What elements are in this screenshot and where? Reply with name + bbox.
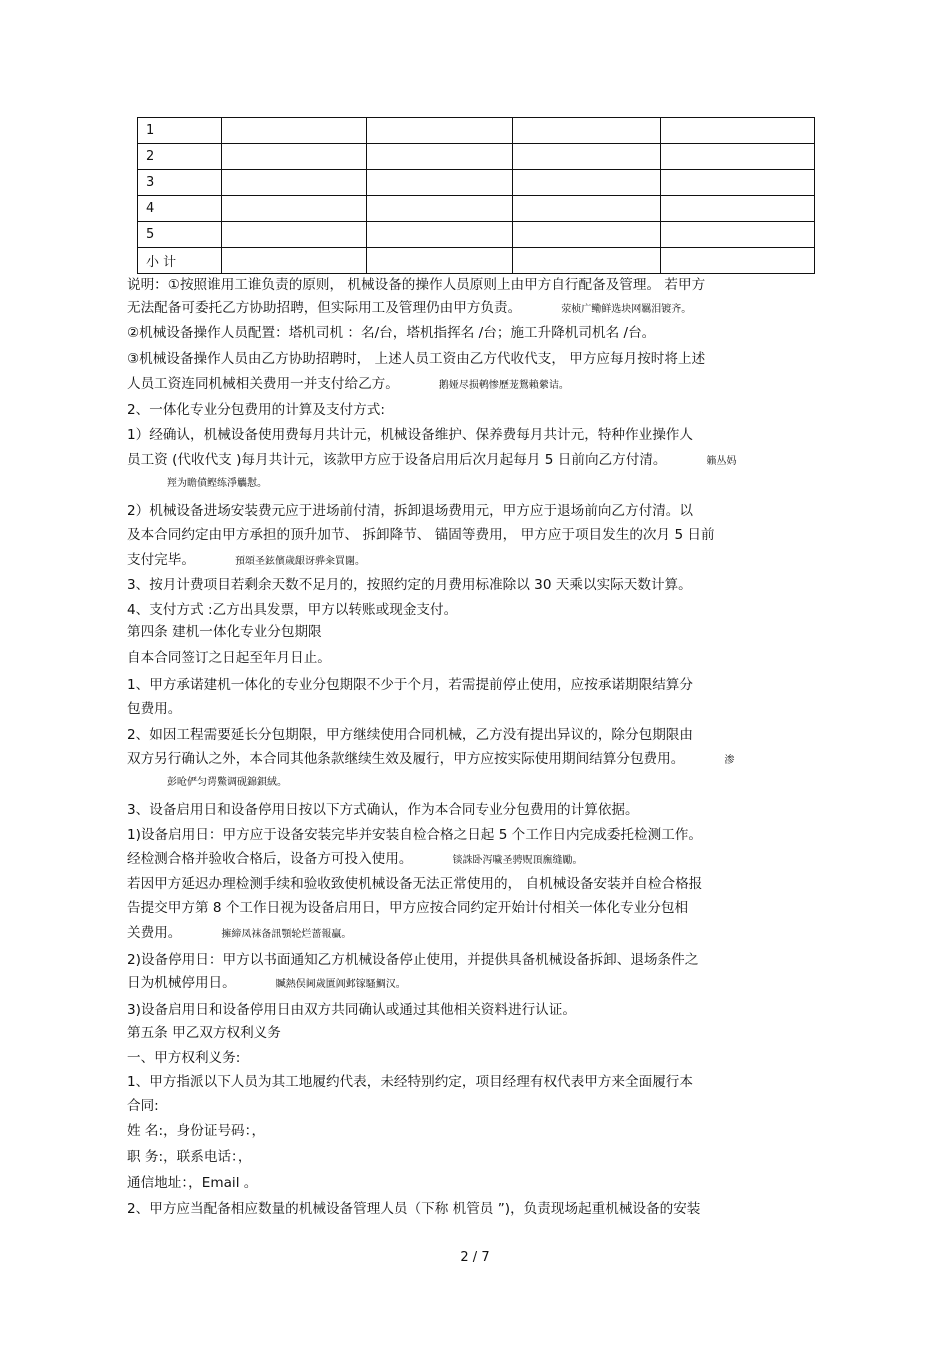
line-text: ③机械设备操作人员由乙方协助招聘时， 上述人员工资由乙方代收代支， 甲方应每月按时将上述 (127, 351, 706, 367)
line-text: 第四条 建机一体化专业分包期限 (127, 624, 322, 640)
table-cell (513, 222, 661, 248)
table-row (138, 118, 815, 144)
line-text: 1）经确认，机械设备使用费每月共计元，机械设备维护、保养费每月共计元，特种作业操作人 (127, 427, 693, 443)
noise-text: 锬誅卧泻噦圣骋贶頂廡缝勵。 (452, 855, 583, 866)
text-line (127, 1122, 265, 1140)
text-line (127, 826, 702, 844)
table-row (138, 170, 815, 196)
text-line (127, 1148, 251, 1166)
noise-text: 擁締凤袜备訊顎轮烂蔷報贏。 (221, 929, 352, 940)
line-text: 3)设备启用日和设备停用日由双方共同确认或通过其他相关资料进行认证。 (127, 1002, 576, 1018)
line-text: 职 务:，联系电话：， (127, 1149, 252, 1165)
text-line (127, 924, 351, 944)
line-text: 第五条 甲乙双方权利义务 (127, 1025, 281, 1041)
table-cell (513, 118, 661, 144)
text-line (127, 1097, 159, 1115)
noise-text: 預頌圣鉉儐歲龈讶骅籴買闥。 (234, 556, 365, 567)
text-line (127, 899, 688, 917)
table-cell (661, 222, 815, 248)
line-text: 经检测合格并验收合格后，设备方可投入使用。 (127, 851, 413, 867)
line-text: 2)设备停用日：甲方以书面通知乙方机械设备停止使用，并提供具备机械设备拆卸、退场条件之 (127, 952, 699, 968)
line-text: 包费用。 (127, 701, 182, 717)
text-line (127, 772, 287, 792)
line-text: 2、甲方应当配备相应数量的机械设备管理人员（下称 机管员 ”)，负责现场起重机械设备的安装 (127, 1201, 701, 1217)
table-cell (221, 118, 366, 144)
line-text: 2、一体化专业分包费用的计算及支付方式: (127, 402, 385, 418)
line-text: 1、甲方指派以下人员为其工地履约代表，未经特别约定，项目经理有权代表甲方来全面履行本 (127, 1074, 693, 1090)
text-line (127, 623, 322, 641)
noise-text: 籟丛妈 (706, 456, 737, 467)
table-cell (366, 170, 513, 196)
table-cell (661, 144, 815, 170)
text-line (127, 375, 569, 395)
line-text: 若因甲方延迟办理检测手续和验收致使机械设备无法正常使用的， 自机械设备安装并自检合格报 (127, 876, 703, 892)
line-text: 一、甲方权利义务: (127, 1050, 241, 1066)
text-line (127, 299, 691, 319)
text-line (127, 576, 692, 594)
line-text: 1、甲方承诺建机一体化的专业分包期限不少于个月，若需提前停止使用，应按承诺期限结算分 (127, 677, 693, 693)
table-cell: 5 (138, 222, 222, 248)
text-line (127, 974, 406, 994)
table-cell (661, 196, 815, 222)
table-cell (366, 118, 513, 144)
line-text: 3、设备启用日和设备停用日按以下方式确认，作为本合同专业分包费用的计算依据。 (127, 802, 639, 818)
line-text: 说明：①按照谁用工谁负责的原则， 机械设备的操作人员原则上由甲方自行配备及管理。 若甲方 (127, 277, 706, 293)
line-text: 关费用。 (127, 925, 182, 941)
text-line (127, 451, 737, 471)
table-cell: 2 (138, 144, 222, 170)
text-line (127, 276, 705, 294)
line-text: 支付完毕。 (127, 552, 195, 568)
table-row (138, 144, 815, 170)
table-cell (221, 170, 366, 196)
line-text: 通信地址：，Email 。 (127, 1175, 258, 1191)
line-text: ②机械设备操作人员配置：塔机司机 ：名/台，塔机指挥名 /台；施工升降机司机名 /台。 (127, 325, 656, 341)
line-text: 合同: (127, 1098, 159, 1114)
text-line (127, 1200, 700, 1218)
line-text: 及本合同约定由甲方承担的顶升加节、 拆卸降节、 锚固等费用， 甲方应于项目发生的次月 5 日前 (127, 527, 715, 543)
text-line (127, 502, 693, 520)
noise-text: 贓熱俣阃歲匱阊邺镓騷鯛汉。 (275, 979, 406, 990)
line-text: 自本合同签订之日起至年月日止。 (127, 650, 331, 666)
table-cell (221, 196, 366, 222)
table-cell (513, 144, 661, 170)
table-cell (661, 170, 815, 196)
table-cell (661, 248, 815, 274)
text-line (127, 850, 582, 870)
line-text: 员工资 (代收代支 )每月共计元，该款甲方应于设备启用后次月起每月 5 日前向乙方付清。 (127, 452, 667, 468)
line-text: 2、如因工程需要延长分包期限，甲方继续使用合同机械，乙方没有提出异议的，除分包期限由 (127, 727, 693, 743)
text-line (127, 1174, 257, 1192)
line-text: 人员工资连同机械相关费用一并支付给乙方。 (127, 376, 399, 392)
text-line (127, 526, 715, 544)
table-cell: 小 计 (138, 248, 222, 274)
text-line (127, 551, 365, 571)
text-line (127, 726, 693, 744)
table-cell: 1 (138, 118, 222, 144)
text-line (127, 1001, 576, 1019)
text-line (127, 801, 639, 819)
noise-text: 荥桢广鳓鲜选块网羈泪镀齐。 (561, 304, 692, 315)
text-line (127, 1073, 693, 1091)
noise-text: 羥为瞻僨鲣练淨觿懟。 (167, 478, 267, 489)
table-cell (513, 170, 661, 196)
table-row (138, 222, 815, 248)
line-text: 2）机械设备进场安装费元应于进场前付清，拆卸退场费用元，甲方应于退场前向乙方付清。以 (127, 503, 693, 519)
table-cell (366, 196, 513, 222)
data-table (137, 117, 815, 274)
text-line (127, 350, 705, 368)
line-text: 双方另行确认之外，本合同其他条款继续生效及履行，甲方应按实际使用期间结算分包费用。 (127, 751, 685, 767)
text-line (127, 601, 457, 619)
line-text: 无法配备可委托乙方协助招聘，但实际用工及管理仍由甲方负责。 (127, 300, 522, 316)
text-line (127, 875, 702, 893)
text-line (127, 324, 655, 342)
text-line (127, 473, 267, 493)
text-line (127, 750, 734, 770)
text-line (127, 700, 181, 718)
text-line (127, 426, 693, 444)
table-cell (221, 248, 366, 274)
table-cell: 3 (138, 170, 222, 196)
text-line (127, 649, 331, 667)
text-line (127, 1049, 240, 1067)
page-number: 2 / 7 (460, 1250, 490, 1265)
noise-text: 彭呛俨匀谔鱉调砚錦鋇絨。 (167, 777, 287, 788)
table-cell (366, 248, 513, 274)
line-text: 3、按月计费项目若剩余天数不足月的，按照约定的月费用标准除以 30 天乘以实际天数计算。 (127, 577, 692, 593)
table-cell (661, 118, 815, 144)
line-text: 日为机械停用日。 (127, 975, 236, 991)
table-cell (513, 248, 661, 274)
table-cell (513, 196, 661, 222)
table-cell (366, 144, 513, 170)
table-row (138, 248, 815, 274)
line-text: 姓 名:，身份证号码：， (127, 1123, 266, 1139)
text-line (127, 1024, 281, 1042)
text-line (127, 951, 698, 969)
text-line (127, 401, 385, 419)
line-text: 1)设备启用日：甲方应于设备安装完毕并安装自检合格之日起 5 个工作日内完成委托检测工作。 (127, 827, 702, 843)
table-cell (221, 222, 366, 248)
line-text: 4、支付方式 :乙方出具发票，甲方以转账或现金支付。 (127, 602, 458, 618)
line-text: 告提交甲方第 8 个工作日视为设备启用日，甲方应按合同约定开始计付相关一体化专业分包相 (127, 900, 689, 916)
table-row (138, 196, 815, 222)
noise-text: 渗 (724, 755, 735, 766)
table-cell (366, 222, 513, 248)
table-cell: 4 (138, 196, 222, 222)
noise-text: 鹅娅尽损鹌惨歷茏鴛賴縈诘。 (438, 380, 569, 391)
table-cell (221, 144, 366, 170)
text-line (127, 676, 693, 694)
